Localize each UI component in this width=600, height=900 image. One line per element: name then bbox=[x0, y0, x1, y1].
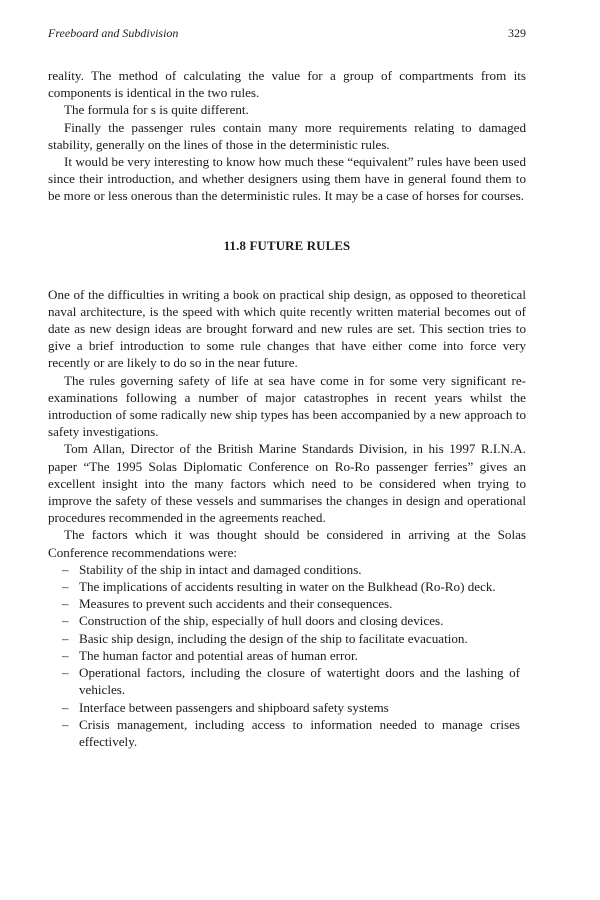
list-dash: – bbox=[62, 647, 69, 663]
list-dash: – bbox=[62, 699, 69, 715]
paragraph: Finally the passenger rules contain many more requirements relating to damaged stability, generally on the lines of those in the deterministic rules. bbox=[48, 119, 526, 152]
list-item bbox=[48, 647, 526, 664]
paragraph: It would be very interesting to know how much these “equivalent” rules have been used since their introduction, and whether designers using them have in general found them to be more or less onerous than the deterministic rules. It may be a case of horses for courses. bbox=[48, 154, 526, 204]
list-item-text: The human factor and potential areas of human error. bbox=[79, 647, 358, 663]
list-item bbox=[48, 595, 526, 612]
list-dash: – bbox=[62, 579, 69, 595]
paragraph: The factors which it was thought should be considered in arriving at the Solas Conference recommendations were: bbox=[48, 527, 526, 560]
list-dash: – bbox=[62, 630, 69, 646]
list-item bbox=[48, 716, 526, 750]
list-item-text: Operational factors, including the closure of watertight doors and the lashing of vehicles. bbox=[79, 665, 520, 698]
list-dash: – bbox=[62, 716, 69, 732]
list-dash: – bbox=[62, 665, 69, 681]
paragraph: Tom Allan, Director of the British Marine Standards Division, in his 1997 R.I.N.A. paper “The 1995 Solas Diplomatic Conference on Ro-Ro passenger ferries” gives an excellent insight into the many factors which need to be considered when trying to improve the safety of these vessels and summarises the changes in design and operational procedures recommended in the agreements reached. bbox=[48, 441, 526, 526]
list-item bbox=[48, 664, 526, 698]
page-number: 329 bbox=[508, 26, 526, 40]
list-item-text: Measures to prevent such accidents and their consequences. bbox=[79, 596, 393, 612]
paragraph: One of the difficulties in writing a book on practical ship design, as opposed to theoretical naval architecture, is the speed with which quite recently written material becomes out of date as new design ideas are brought forward and new rules are set. This section tries to give a brief introduction to some rule changes that have either come into force very recently or are likely to do so in the near future. bbox=[48, 286, 526, 371]
list-dash: – bbox=[62, 561, 69, 577]
paragraph-continued: reality. The method of calculating the value for a group of compartments from its components is identical in the two rules. bbox=[48, 68, 526, 101]
list-item-text: Stability of the ship in intact and damaged conditions. bbox=[79, 561, 362, 577]
paragraph: The rules governing safety of life at sea have come in for some very significant re-examinations following a number of major catastrophes in recent years whilst the introduction of some radically new ship types has been accompanied by a new approach to safety investigations. bbox=[48, 372, 526, 440]
list-item bbox=[48, 699, 526, 716]
running-header bbox=[48, 26, 526, 40]
section-heading: 11.8 FUTURE RULES bbox=[223, 238, 351, 253]
list-item-text: Construction of the ship, especially of hull doors and closing devices. bbox=[79, 613, 444, 629]
body-text bbox=[48, 67, 526, 750]
list-item-text: Crisis management, including access to information needed to manage crises effectively. bbox=[79, 716, 520, 749]
list-item-text: Basic ship design, including the design of the ship to facilitate evacuation. bbox=[79, 630, 468, 646]
list-item bbox=[48, 630, 526, 647]
factors-list bbox=[48, 561, 526, 750]
list-item-text: The implications of accidents resulting in water on the Bulkhead (Ro-Ro) deck. bbox=[79, 579, 496, 595]
list-item bbox=[48, 578, 526, 595]
list-item-text: Interface between passengers and shipboard safety systems bbox=[79, 699, 389, 715]
list-dash: – bbox=[62, 613, 69, 629]
list-dash: – bbox=[62, 596, 69, 612]
list-item bbox=[48, 561, 526, 578]
book-page bbox=[48, 26, 526, 750]
list-item bbox=[48, 612, 526, 629]
paragraph: The formula for s is quite different. bbox=[64, 102, 249, 118]
running-title: Freeboard and Subdivision bbox=[48, 26, 179, 40]
